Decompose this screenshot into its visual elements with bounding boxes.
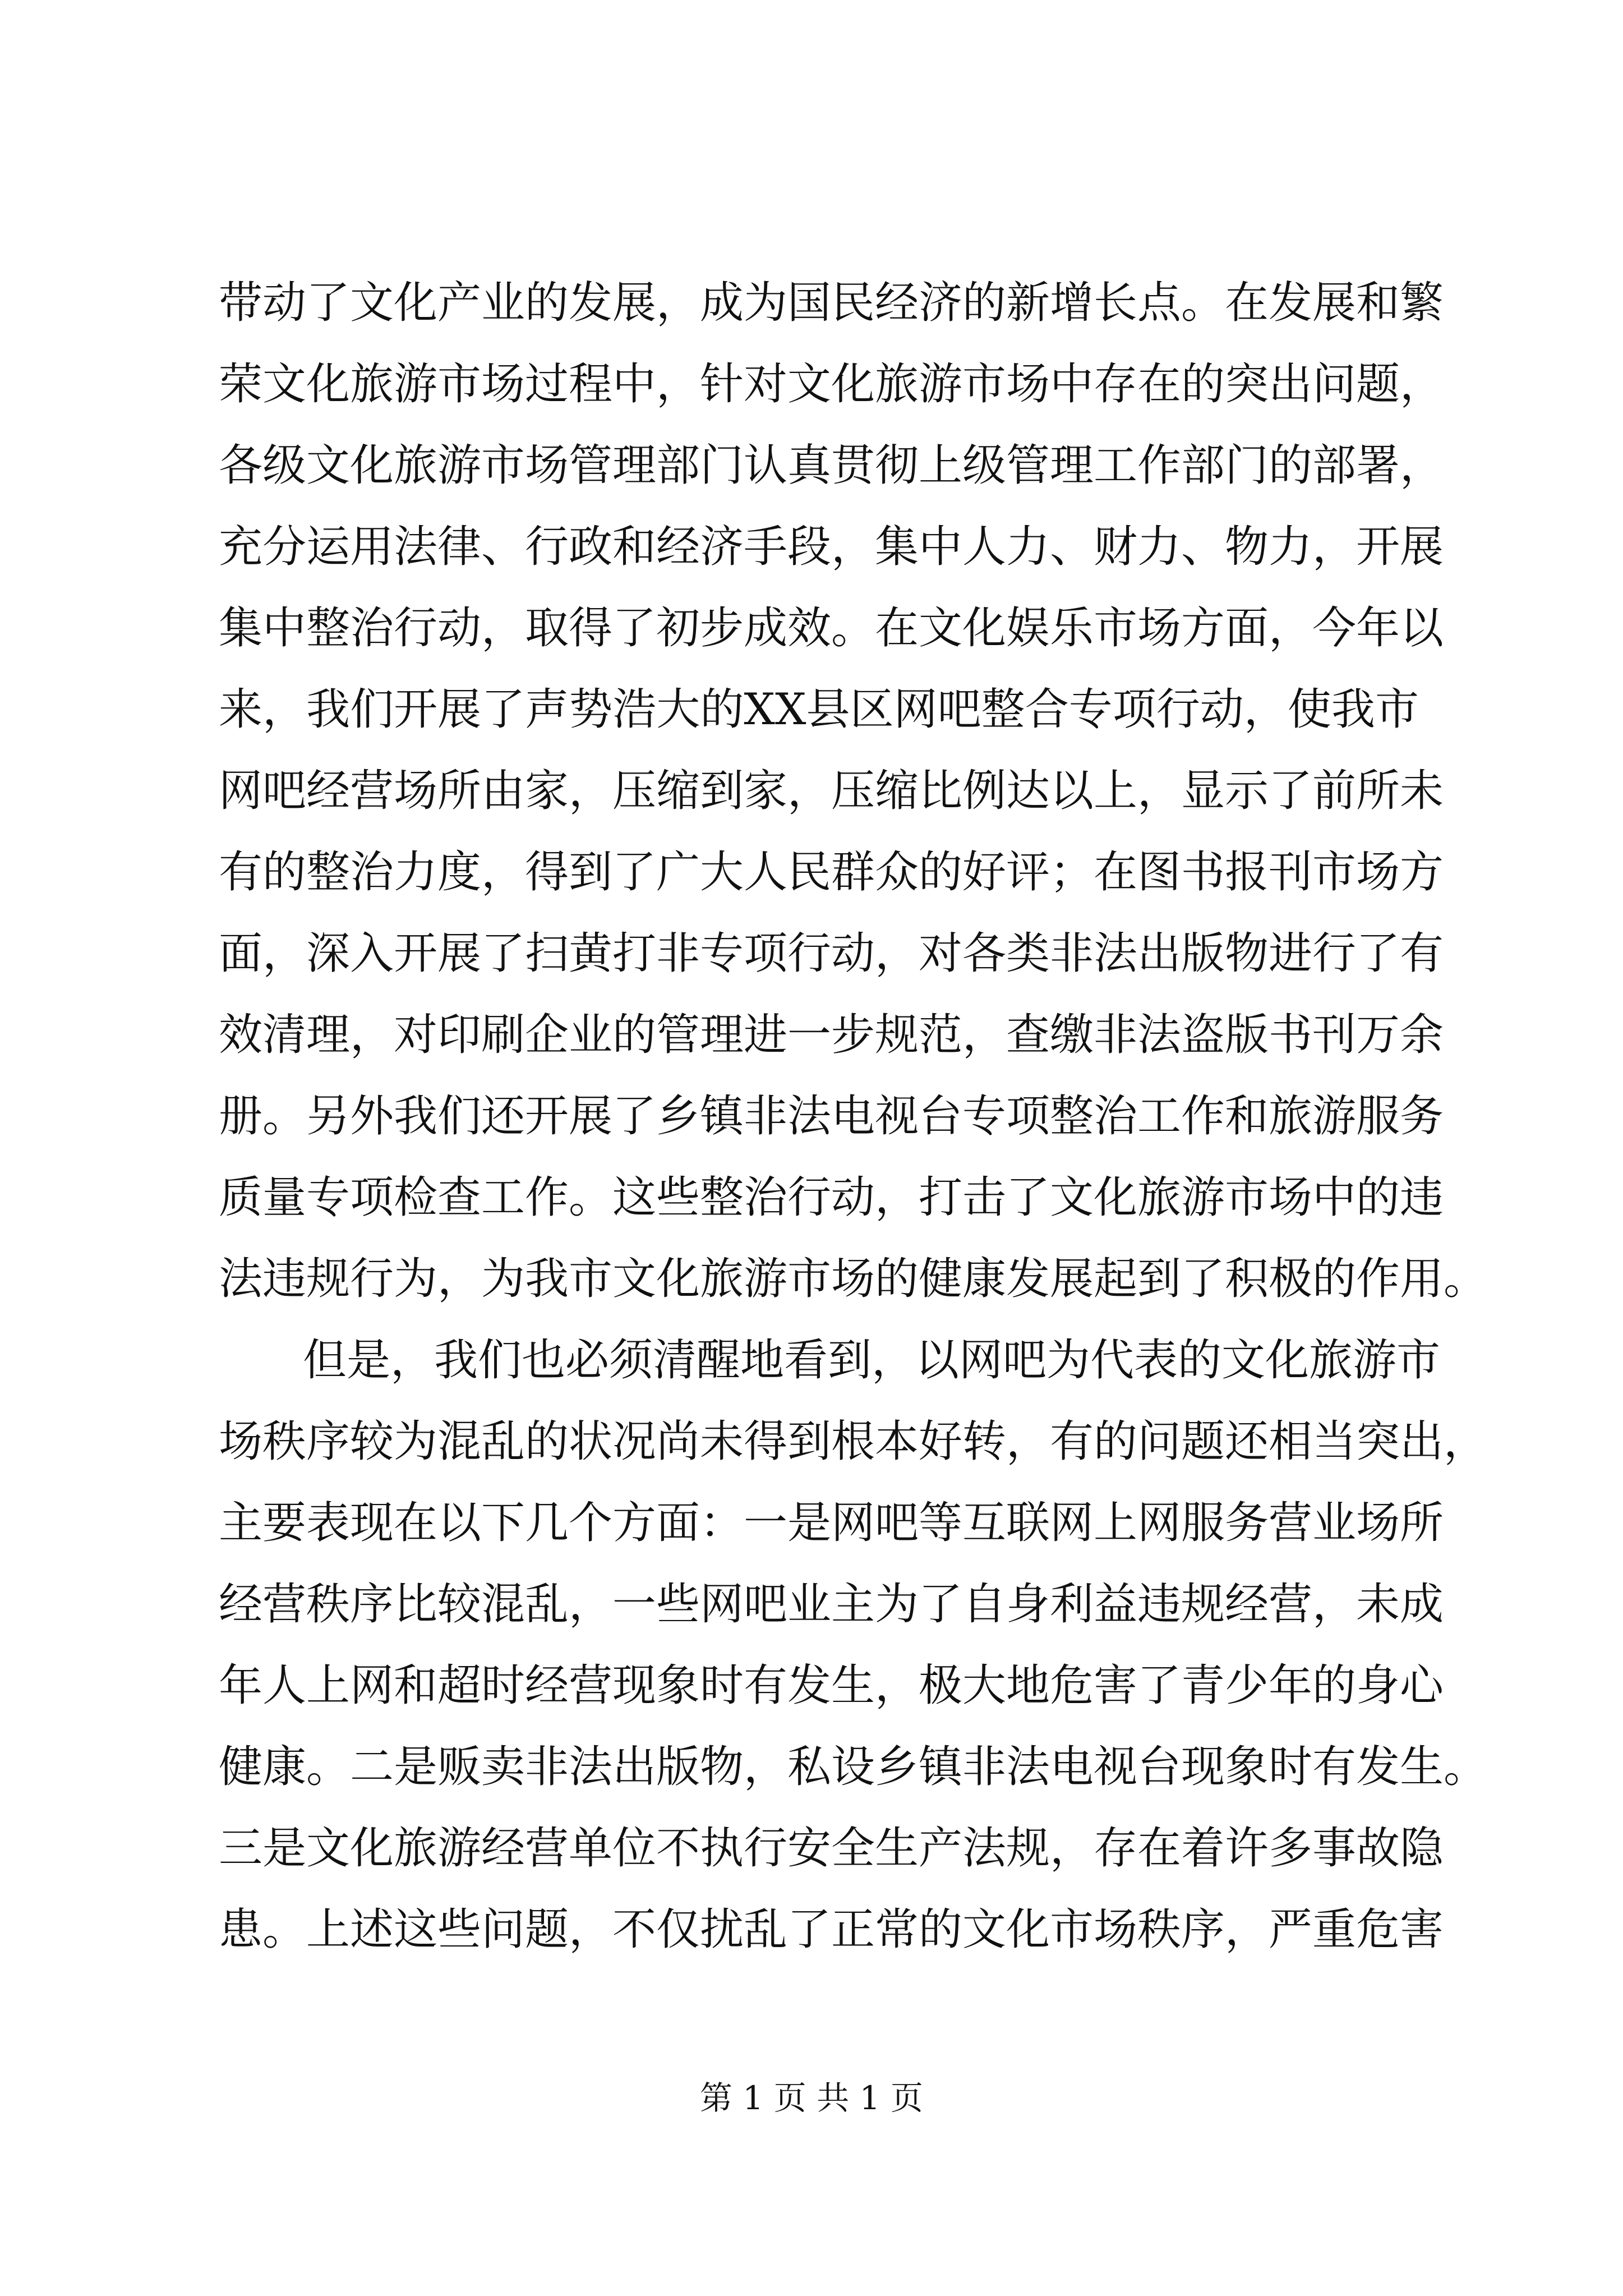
text-line: 三是文化旅游经营单位不执行安全生产法规，存在着许多事故隐 (219, 1823, 1444, 1874)
text-line: 面，深入开展了扫黄打非专项行动，对各类非法出版物进行了有 (219, 928, 1444, 979)
document-body (219, 263, 1488, 1971)
text-line: 法违规行为，为我市文化旅游市场的健康发展起到了积极的作用。 (219, 1254, 1488, 1304)
text-line: 质量专项检查工作。这些整治行动，打击了文化旅游市场中的违 (219, 1172, 1444, 1223)
text-line: 健康。二是贩卖非法出版物，私设乡镇非法电视台现象时有发生。 (219, 1742, 1488, 1792)
text-line: 效清理，对印刷企业的管理进一步规范，查缴非法盗版书刊万余 (219, 1010, 1444, 1060)
text-line: 充分运用法律、行政和经济手段，集中人力、财力、物力，开展 (219, 522, 1444, 572)
text-line: 荣文化旅游市场过程中，针对文化旅游市场中存在的突出问题， (219, 359, 1444, 409)
text-line: 有的整治力度，得到了广大人民群众的好评；在图书报刊市场方 (219, 847, 1444, 898)
page-footer: 第 1 页 共 1 页 (700, 2079, 923, 2117)
text-line: 来，我们开展了声势浩大的XX县区网吧整合专项行动，使我市 (219, 684, 1419, 735)
text-line: 主要表现在以下几个方面：一是网吧等互联网上网服务营业场所 (219, 1498, 1444, 1548)
text-line: 经营秩序比较混乱，一些网吧业主为了自身利益违规经营，未成 (219, 1579, 1444, 1630)
text-line: 但是，我们也必须清醒地看到，以网吧为代表的文化旅游市 (303, 1335, 1441, 1386)
text-line: 患。上述这些问题，不仅扰乱了正常的文化市场秩序，严重危害 (219, 1904, 1444, 1955)
text-line: 场秩序较为混乱的状况尚未得到根本好转，有的问题还相当突出， (219, 1416, 1488, 1467)
paragraph-1 (219, 263, 1488, 1320)
text-line: 册。另外我们还开展了乡镇非法电视台专项整治工作和旅游服务 (219, 1091, 1444, 1142)
text-line: 年人上网和超时经营现象时有发生，极大地危害了青少年的身心 (219, 1660, 1444, 1711)
text-line: 带动了文化产业的发展，成为国民经济的新增长点。在发展和繁 (219, 278, 1444, 328)
text-line: 集中整治行动，取得了初步成效。在文化娱乐市场方面，今年以 (219, 603, 1444, 654)
text-line: 各级文化旅游市场管理部门认真贯彻上级管理工作部门的部署， (219, 440, 1444, 491)
paragraph-2 (219, 1320, 1488, 1971)
text-line: 网吧经营场所由家，压缩到家，压缩比例达以上，显示了前所未 (219, 766, 1444, 816)
